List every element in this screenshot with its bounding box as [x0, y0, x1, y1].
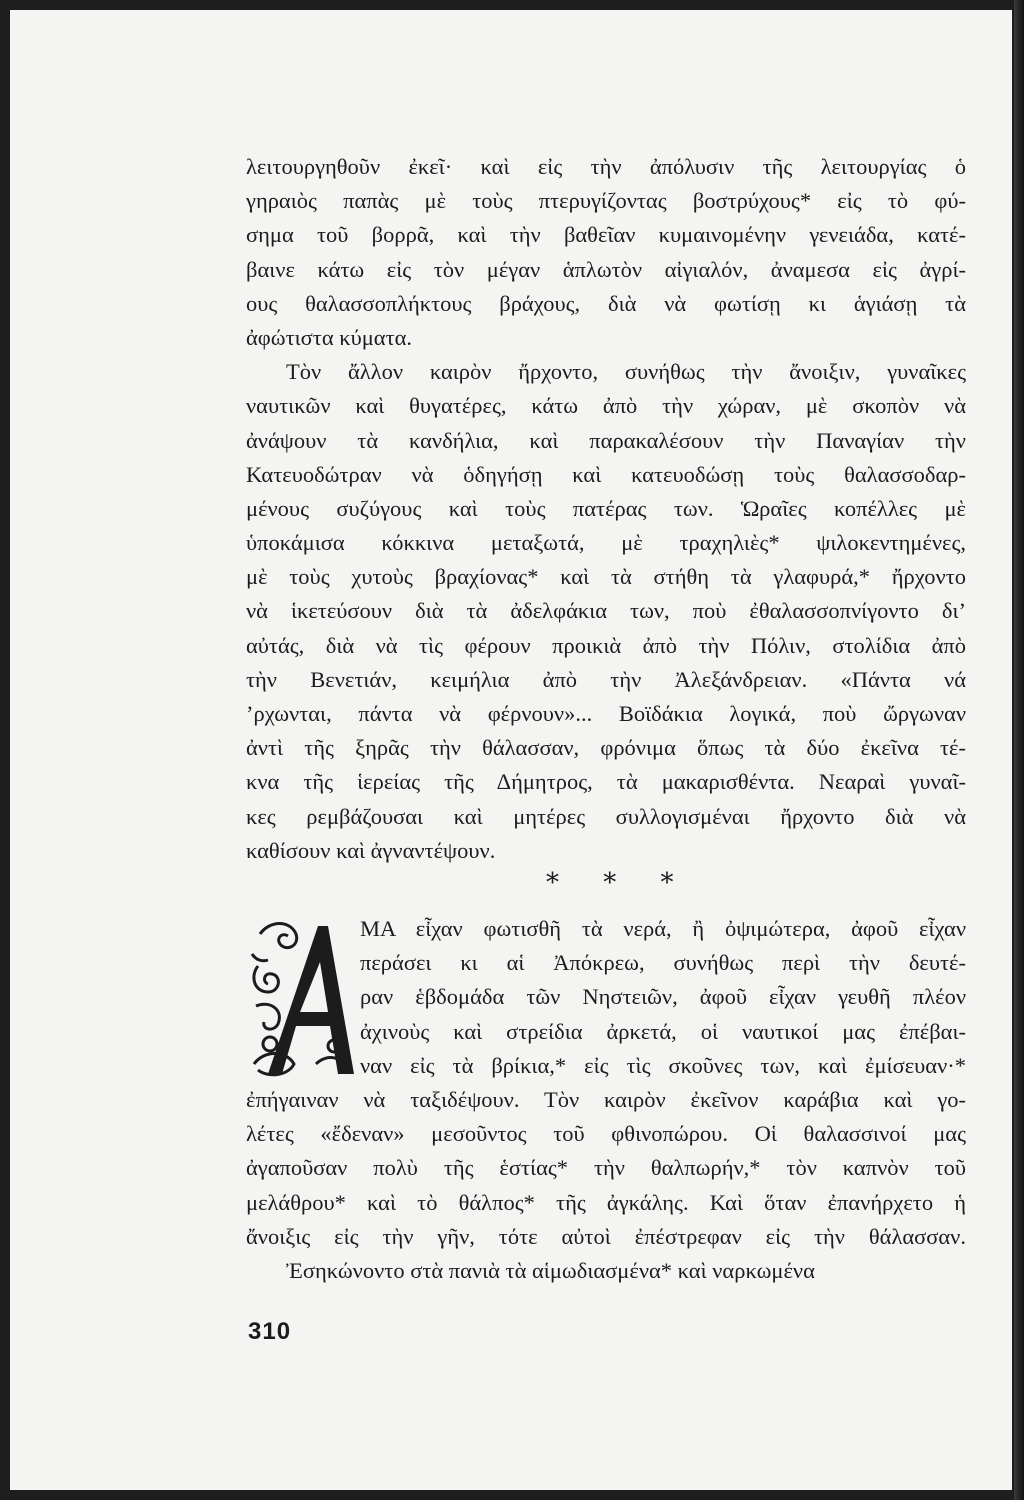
text-line: βαινε κάτω εἰς τὸν μέγαν ἁπλωτὸν αἰγιαλόν, ἀναμεσα εἰς ἀγρί- — [246, 256, 966, 282]
text-line: ναν εἰς τὰ βρίκια,* εἰς τὶς σκοῦνες των, καὶ ἐμίσευαν·* — [360, 1052, 966, 1078]
text-line: σημα τοῦ βορρᾶ, καὶ τὴν βαθεῖαν κυμαινομένην γενειάδα, κατέ- — [246, 222, 966, 248]
text-line: κες ρεμβάζουσαι καὶ μητέρες συλλογισμέναι ἤρχοντο διὰ νὰ — [246, 803, 966, 829]
text-line: Κατευοδώτραν νὰ ὁδηγήσῃ καὶ κατευοδώσῃ τοὺς θαλασσοδαρ- — [246, 461, 966, 487]
text-line: ἀγαποῦσαν πολὺ τῆς ἑστίας* τὴν θαλπωρήν,* τὸν καπνὸν τοῦ — [246, 1155, 966, 1181]
paragraph-block-1 — [246, 150, 966, 868]
text-line: μένους συζύγους καὶ τοὺς πατέρας των. Ὡραῖες κοπέλλες μὲ — [246, 495, 966, 521]
text-line: λέτες «ἔδεναν» μεσοῦντος τοῦ φθινοπώρου. Οἱ θαλασσινοί μας — [246, 1121, 966, 1147]
text-line: ’ρχωνται, πάντα νὰ φέρνουν»... Βοϊδάκια λογικά, ποὺ ὤργωναν — [246, 701, 966, 726]
text-line: Τὸν ἄλλον καιρὸν ἤρχοντο, συνήθως τὴν ἄνοιξιν, γυναῖκες — [286, 359, 966, 385]
text-line: ὑποκάμισα κόκκινα μεταξωτά, μὲ τραχηλιὲς* ψιλοκεντημένες, — [246, 530, 966, 556]
book-binding-edge — [1014, 0, 1024, 1500]
page-number: 310 — [248, 1318, 292, 1345]
book-page — [10, 10, 1012, 1490]
text-line: λειτουργηθοῦν ἐκεῖ· καὶ εἰς τὴν ἀπόλυσιν τῆς λειτουργίας ὁ — [246, 154, 966, 179]
text-line: ἄνοιξις εἰς τὴν γῆν, τότε αὐτοὶ ἐπέστρεφαν εἰς τὴν θάλασσαν. — [246, 1223, 966, 1249]
text-line: γηραιὸς παπὰς μὲ τοὺς πτερυγίζοντας βοστρύχους* εἰς τὸ φύ- — [246, 188, 966, 214]
text-line: ραν ἑβδομάδα τῶν Νηστειῶν, ἀφοῦ εἶχαν γευθῆ πλέον — [360, 984, 966, 1010]
text-line: ους θαλασσοπλήκτους βράχους, διὰ νὰ φωτίσῃ κι ἁγιάσῃ τὰ — [246, 290, 966, 316]
section-separator: * * * — [546, 868, 692, 898]
paragraph-block-3 — [246, 912, 966, 1288]
text-line: κνα τῆς ἱερείας τῆς Δήμητρος, τὰ μακαρισθέντα. Νεαραὶ γυναῖ- — [246, 769, 966, 795]
text-line: καθίσουν καὶ ἀγναντέψουν. — [246, 837, 496, 863]
text-line: περάσει κι αἱ Ἀπόκρεω, συνήθως περὶ τὴν δευτέ- — [360, 950, 966, 976]
text-line: ἀφώτιστα κύματα. — [246, 324, 413, 350]
text-line: ἀνάψουν τὰ κανδήλια, καὶ παρακαλέσουν τὴν Παναγίαν τὴν — [246, 427, 966, 453]
text-line: αὐτάς, διὰ νὰ τὶς φέρουν προικιὰ ἀπὸ τὴν Πόλιν, στολίδια ἀπὸ — [246, 632, 966, 658]
text-line: ἀχινοὺς καὶ στρείδια ἀρκετά, οἱ ναυτικοί μας ἐπέβαι- — [360, 1018, 966, 1044]
text-line: μὲ τοὺς χυτοὺς βραχίονας* καὶ τὰ στήθη τὰ γλαφυρά,* ἤρχοντο — [246, 564, 966, 590]
text-line: Ἐσηκώνοντο στὰ πανιὰ τὰ αἱμωδιασμένα* καὶ ναρκωμένα — [286, 1257, 815, 1283]
text-line: νὰ ἱκετεύσουν διὰ τὰ ἀδελφάκια των, ποὺ ἐθαλασσοπνίγοντο δι’ — [246, 598, 966, 624]
text-line: ναυτικῶν καὶ θυγατέρες, κάτω ἀπὸ τὴν χώραν, μὲ σκοπὸν νὰ — [246, 393, 966, 419]
text-line: μελάθρου* καὶ τὸ θάλπος* τῆς ἀγκάλης. Καὶ ὅταν ἐπανήρχετο ἡ — [246, 1189, 966, 1215]
text-line: ἀντὶ τῆς ξηρᾶς τὴν θάλασσαν, φρόνιμα ὅπως τὰ δύο ἐκεῖνα τέ- — [246, 735, 966, 761]
text-line: τὴν Βενετιάν, κειμήλια ἀπὸ τὴν Ἀλεξάνδρειαν. «Πάντα νά — [246, 666, 966, 692]
text-line: ἐπήγαιναν νὰ ταξιδέψουν. Τὸν καιρὸν ἐκεῖνον καράβια καὶ γο- — [246, 1086, 966, 1112]
text-line: ΜΑ εἶχαν φωτισθῆ τὰ νερά, ἢ ὀψιμώτερα, ἀφοῦ εἶχαν — [360, 916, 966, 941]
